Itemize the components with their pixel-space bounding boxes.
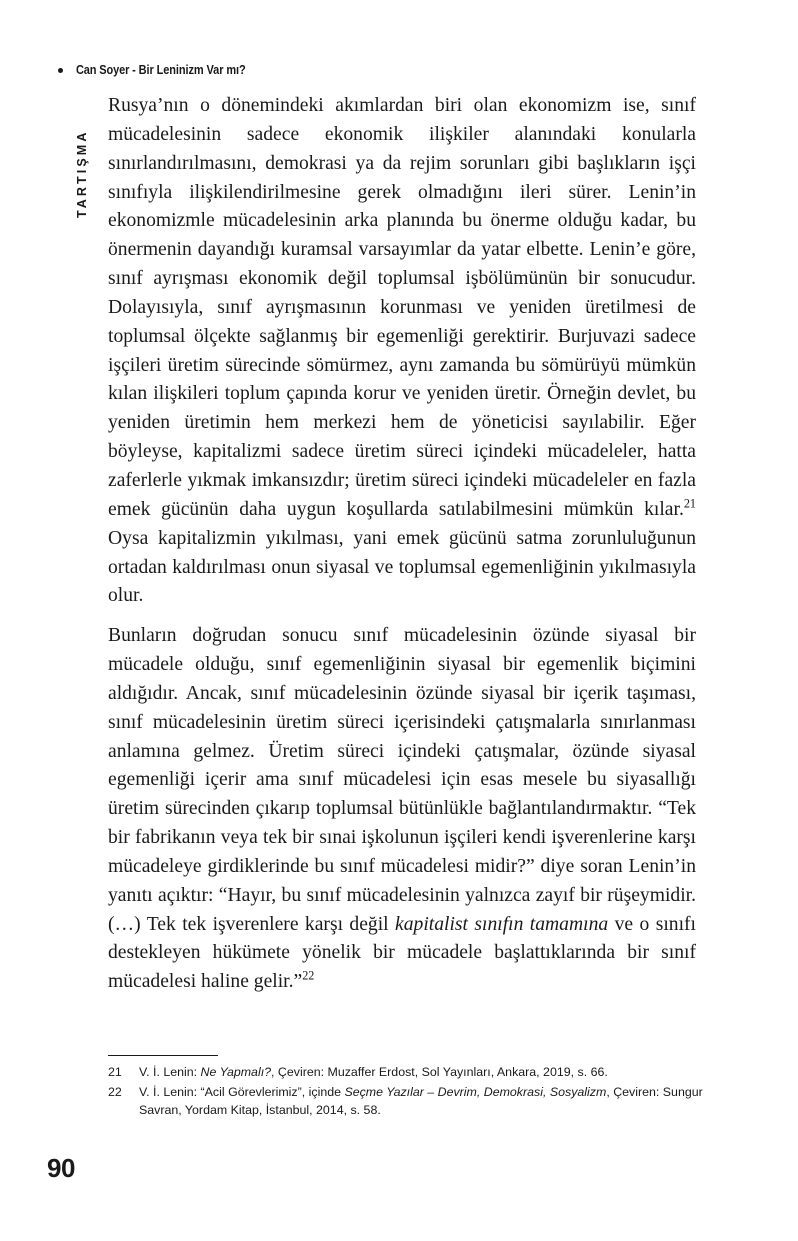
- running-header: [58, 63, 269, 77]
- italic-run: Seçme Yazılar – Devrim, Demokrasi, Sosyalizm: [344, 1084, 607, 1099]
- running-header-title: Bir Leninizm Var mı?: [138, 63, 246, 77]
- footnote-item: [108, 1063, 708, 1082]
- text-run: Rusya’nın o dönemindeki akımlardan biri olan ekonomizm ise, sınıf mücadelesinin sadece ekonomik ilişkiler alanındaki konularla sınırlandırılmasını, demokrasi ya da rejim sorunları gibi başlıkların işçi sınıfıyla ilişkilendirilmesine gerek olmadığını ileri sürer. Lenin’in ekonomizmle mücadelesinin arka planında bu önerme olduğu kadar, bu önermenin dayandığı kuramsal varsayımlar da yatar elbette. Lenin’e göre, sınıf ayrışması ekonomik değil toplumsal işbölümünün bir sonucudur. Dolayısıyla, sınıf ayrışmasının korunması ve yeniden üretilmesi de toplumsal ölçekte sağlanmış bir egemenliği gerektirir. Burjuvazi sadece işçileri üretim sürecinde sömürmez, aynı zamanda bu sömürüyü mümkün kılan ilişkileri toplum çapında korur ve yeniden üretir. Örneğin devlet, bu yeniden üretimin hem merkezi hem de yöneticisi sayılabilir. Eğer böyleyse, kapitalizmi sadece üretim süreci içindeki mücadeleler, hatta zaferlerle yıkmak imkansızdır; üretim süreci içindeki mücadeleler en fazla emek gücünün daha uygun koşullarda satılabilmesini mümkün kılar.: [108, 95, 696, 520]
- footnote-reference[interactable]: 22: [302, 968, 315, 983]
- running-header-author: Can Soyer: [76, 63, 130, 77]
- body-text-column: [108, 92, 696, 997]
- bullet-icon: [58, 68, 63, 73]
- footnote-number: 22: [108, 1084, 122, 1099]
- footnote-number: 21: [108, 1065, 122, 1079]
- page-number: 90: [47, 1153, 75, 1183]
- text-run: , Çeviren: Sungur Savran, Yordam Kitap, İstanbul, 2014, s. 58.: [139, 1084, 703, 1117]
- text-run: V. İ. Lenin:: [139, 1065, 201, 1079]
- running-header-separator: -: [129, 63, 139, 77]
- text-run: Oysa kapitalizmin yıkılması, yani emek gücünü satma zorunluluğunun ortadan kaldırılması onun siyasal ve toplumsal egemenliğinin yıkılmasıyla olur.: [108, 527, 696, 607]
- footnote-text: [139, 1063, 708, 1082]
- footnote-reference[interactable]: 21: [683, 496, 696, 511]
- text-run: ve o sınıfı destekleyen hükümete yönelik bir mücadele başlattıklarında bir sınıf mücadelesi haline gelir.”: [108, 913, 696, 993]
- running-header-text: [76, 63, 246, 77]
- text-run: , Çeviren: Muzaffer Erdost, Sol Yayınları, Ankara, 2019, s. 66.: [271, 1065, 608, 1079]
- footnote-item: [108, 1083, 708, 1120]
- footnote-divider: [108, 1055, 218, 1056]
- paragraph: [108, 92, 696, 611]
- italic-run: Ne Yapmalı?: [200, 1065, 272, 1079]
- paragraph: [108, 622, 696, 997]
- italic-run: kapitalist sınıfın tamamına: [395, 913, 609, 935]
- section-side-label: TARTIŞMA: [75, 129, 89, 218]
- footnote-text: [139, 1083, 708, 1120]
- text-run: V. İ. Lenin: “Acil Görevlerimiz”, içinde: [139, 1084, 345, 1099]
- footnotes-block: [108, 1055, 708, 1121]
- text-run: Bunların doğrudan sonucu sınıf mücadelesinin özünde siyasal bir mücadele olduğu, sınıf egemenliğinin siyasal bir egemenlik biçimini aldığıdır. Ancak, sınıf mücadelesinin özünde siyasal bir içerik taşıması, sınıf mücadelesinin üretim süreci içerisindeki çatışmalarla sınırlanması anlamına gelmez. Üretim süreci içindeki çatışmalar, özünde siyasal egemenliği içerir ama sınıf mücadelesi için esas mesele bu siyasallığı üretim sürecinden çıkarıp toplumsal bütünlükle bağlantılandırmaktır. “Tek bir fabrikanın veya tek bir sınai işkolunun işçileri kendi işverenlerine karşı mücadeleye girdiklerinde bu sınıf mücadelesi midir?” diye soran Lenin’in yanıtı açıktır: “Hayır, bu sınıf mücadelesinin yalnızca zayıf bir rüşeymidir. (…) Tek tek işverenlere karşı değil: [108, 625, 696, 935]
